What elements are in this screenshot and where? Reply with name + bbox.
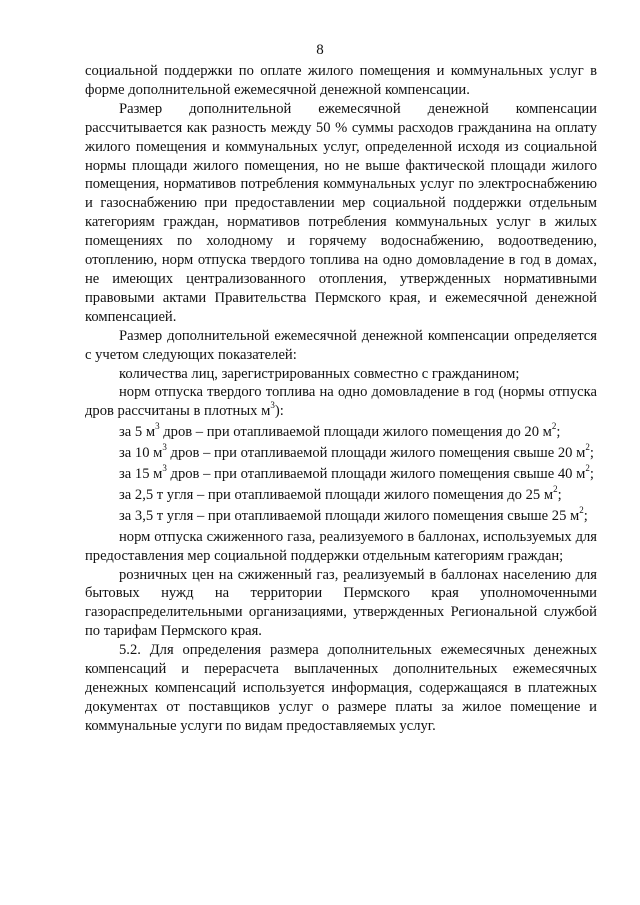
paragraph-text: ; [589, 445, 594, 462]
paragraph-text: дров – при отапливаемой площади жилого помещения свыше 20 м [166, 445, 586, 462]
superscript: 2 [585, 442, 590, 453]
superscript: 2 [579, 504, 584, 515]
page-number: 8 [316, 42, 324, 58]
paragraph-text: за 2,5 т угля – при отапливаемой площади жилого помещения до 25 м [119, 486, 554, 503]
paragraph [85, 62, 597, 100]
paragraph [85, 566, 597, 642]
paragraph-text: 5.2. Для определения размера дополнительных ежемесячных денежных компенсаций и перерасчета выплаченных дополнительных ежемесячных денежных компенсаций используется информация, содержащаяся в платежных документах от поставщиков услуг о размере платы за жилое помещение и коммунальные услуги по видам предоставляемых услуг. [85, 642, 597, 734]
superscript: 2 [551, 421, 557, 432]
paragraph-text: ; [557, 486, 562, 503]
paragraph [85, 327, 597, 365]
paragraph [85, 486, 597, 505]
paragraph [85, 383, 597, 421]
paragraph-text: ): [274, 403, 284, 420]
paragraph-text: социальной поддержки по оплате жилого помещения и коммунальных услуг в форме дополнительной ежемесячной денежной компенсации. [85, 63, 597, 98]
paragraph-text: дров – при отапливаемой площади жилого помещения свыше 40 м [166, 466, 586, 483]
paragraph [85, 641, 597, 736]
paragraph [85, 444, 597, 463]
paragraph-text: Размер дополнительной ежемесячной денежной компенсации определяется с учетом следующих показателей: [85, 327, 597, 363]
paragraph [85, 528, 597, 566]
paragraph-text: норм отпуска твердого топлива на одно домовладение в год (нормы отпуска дров рассчитаны в плотных м [85, 384, 597, 420]
paragraph-text: ; [583, 507, 588, 524]
paragraph-text: дров – при отапливаемой площади жилого помещения до 20 м [159, 424, 552, 441]
paragraph-text: розничных цен на сжиженный газ, реализуемый в баллонах населению для бытовых нужд на территории Пермского края уполномоченными газораспределительными организациями, утвержденных Региональной службой по тарифам Пермского края. [85, 566, 597, 640]
superscript: 3 [155, 421, 160, 432]
paragraph-text: ; [556, 424, 561, 441]
paragraph-text: Размер дополнительной ежемесячной денежной компенсации рассчитывается как разность между 50 % суммы расходов гражданина на оплату жилого помещения и коммунальных услуг, определенной исходя из социальной нормы площади жилого помещения, но не выше фактической площади жилого помещения, нормативов потребления коммунальных услуг по электроснабжению и газоснабжению при предоставлении мер социальной поддержки отдельным категориям граждан, нормативов потребления коммунальных услуг в жилых помещениях по холодному и горячему водоснабжению, водоотведению, отоплению, норм отпуска твердого топлива на одно домовладение в год в домах, не имеющих централизованного отопления, утвержденных нормативными правовыми актами Правительства Пермского края, и ежемесячной денежной компенсацией. [85, 100, 597, 325]
paragraph [85, 365, 597, 384]
paragraph-text: ; [589, 466, 594, 483]
paragraph-text: количества лиц, зарегистрированных совместно с гражданином; [119, 365, 520, 382]
superscript: 3 [162, 442, 167, 453]
document-body [85, 62, 597, 736]
superscript: 2 [585, 463, 590, 474]
paragraph-text: за 10 м [119, 445, 163, 462]
paragraph [85, 423, 597, 442]
paragraph-text: за 15 м [119, 466, 163, 483]
superscript: 3 [270, 400, 275, 411]
paragraph [85, 100, 597, 327]
paragraph-text: норм отпуска сжиженного газа, реализуемого в баллонах, используемых для предоставления мер социальной поддержки отдельным категориям граждан; [85, 528, 597, 564]
superscript: 2 [553, 484, 558, 495]
paragraph [85, 504, 597, 526]
superscript: 3 [162, 463, 167, 474]
paragraph-text: за 5 м [119, 424, 156, 441]
paragraph [85, 465, 597, 484]
paragraph-text: за 3,5 т угля – при отапливаемой площади жилого помещения свыше 25 м [119, 507, 580, 524]
